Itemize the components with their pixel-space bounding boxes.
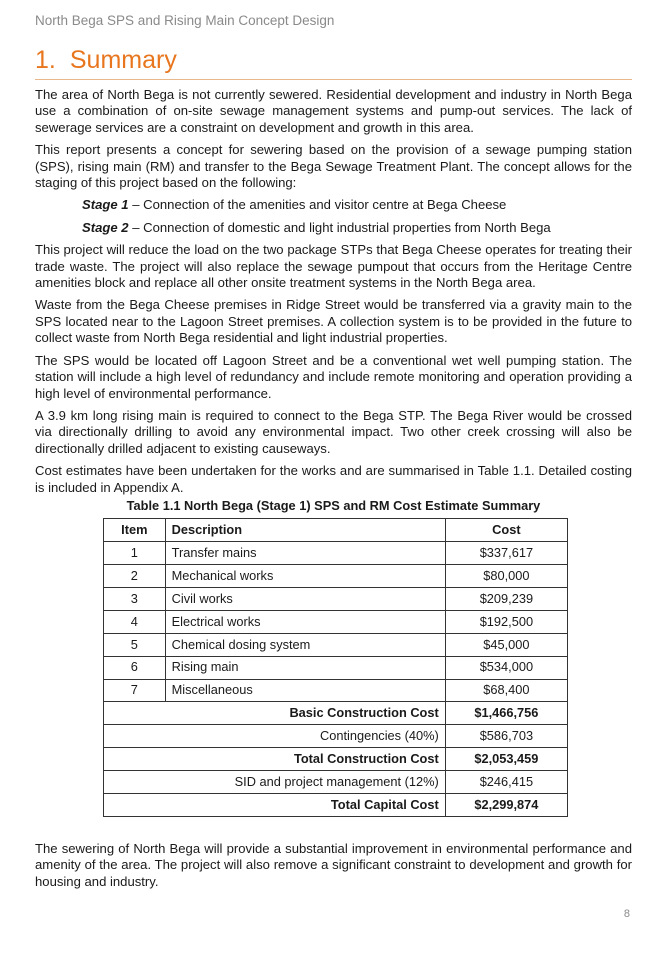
stage-2-item	[82, 220, 632, 236]
paragraph: The sewering of North Bega will provide a substantial improvement in environmental performance and amenity of the area. The project will also remove a significant constraint to development and growth for housing and industry.	[35, 840, 632, 889]
stage-2-label: Stage 2	[82, 219, 129, 235]
table-row	[104, 588, 568, 611]
section-number: 1.	[35, 46, 56, 74]
summary-value: $1,466,756	[445, 702, 567, 725]
cell-description: Chemical dosing system	[165, 633, 445, 656]
table-row	[104, 565, 568, 588]
stage-2-text: – Connection of domestic and light industrial properties from North Bega	[128, 219, 551, 235]
cell-description: Electrical works	[165, 610, 445, 633]
header-item: Item	[104, 519, 166, 542]
paragraph: This project will reduce the load on the two package STPs that Bega Cheese operates for treating their trade waste. The project will also replace the sewage pumpout that occurs from the Heritage Centre amenities block and replace all other onsite treatment systems in the North Bega area.	[35, 242, 632, 291]
cell-item: 1	[104, 542, 166, 565]
page-number: 8	[623, 908, 630, 920]
stage-1-label: Stage 1	[82, 197, 129, 213]
cell-description: Rising main	[165, 656, 445, 679]
cell-item: 5	[104, 633, 166, 656]
table-header-row	[104, 519, 568, 542]
cell-item: 6	[104, 656, 166, 679]
stage-1-item	[82, 197, 632, 213]
cell-cost: $534,000	[445, 656, 567, 679]
summary-label: Contingencies (40%)	[104, 725, 446, 748]
table-row	[104, 679, 568, 702]
summary-value: $2,053,459	[445, 748, 567, 771]
summary-label: Total Capital Cost	[104, 794, 446, 817]
table-caption: Table 1.1 North Bega (Stage 1) SPS and RM Cost Estimate Summary	[126, 497, 541, 513]
cell-description: Transfer mains	[165, 542, 445, 565]
summary-label: Basic Construction Cost	[104, 702, 446, 725]
paragraph: This report presents a concept for sewering based on the provision of a sewage pumping station (SPS), rising main (RM) and transfer to the Bega Sewage Treatment Plant. The concept allows for the staging of this project based on the following:	[35, 142, 632, 191]
cell-cost: $80,000	[445, 565, 567, 588]
section-heading	[35, 46, 632, 80]
cost-estimate-table	[103, 518, 568, 817]
summary-value: $586,703	[445, 725, 567, 748]
table-row	[104, 656, 568, 679]
cell-cost: $209,239	[445, 588, 567, 611]
table-row	[104, 633, 568, 656]
running-header: North Bega SPS and Rising Main Concept Design	[35, 13, 335, 28]
cell-cost: $337,617	[445, 542, 567, 565]
table-row	[104, 542, 568, 565]
cell-description: Mechanical works	[165, 565, 445, 588]
paragraph: Cost estimates have been undertaken for the works and are summarised in Table 1.1. Detailed costing is included in Appendix A.	[35, 463, 632, 495]
summary-value: $246,415	[445, 771, 567, 794]
paragraph: The area of North Bega is not currently sewered. Residential development and industry in North Bega use a combination of on-site sewage management systems and pump-out services. The lack of sewerage services are a constraint on development and growth in this area.	[35, 87, 632, 135]
cell-item: 7	[104, 679, 166, 702]
cell-item: 2	[104, 565, 166, 588]
cell-cost: $68,400	[445, 679, 567, 702]
paragraph: A 3.9 km long rising main is required to connect to the Bega STP. The Bega River would be crossed via directionally drilling to avoid any environmental impact. Two other creek crossing will also be directionally drilled adjacent to existing causeways.	[35, 407, 632, 456]
summary-label: SID and project management (12%)	[104, 771, 446, 794]
cell-description: Civil works	[165, 588, 445, 611]
summary-row	[104, 702, 568, 725]
summary-value: $2,299,874	[445, 794, 567, 817]
table-row	[104, 610, 568, 633]
body-content	[35, 87, 632, 896]
header-description: Description	[165, 519, 445, 542]
cell-description: Miscellaneous	[165, 679, 445, 702]
section-title: Summary	[69, 46, 177, 74]
stage-1-text: – Connection of the amenities and visitor centre at Bega Cheese	[128, 197, 507, 213]
cell-item: 3	[104, 588, 166, 611]
cell-item: 4	[104, 610, 166, 633]
cell-cost: $45,000	[445, 633, 567, 656]
paragraph: The SPS would be located off Lagoon Street and be a conventional wet well pumping station. The station will include a high level of redundancy and include remote monitoring and operation providing a high level of environmental performance.	[35, 352, 632, 401]
summary-row	[104, 748, 568, 771]
summary-label: Total Construction Cost	[104, 748, 446, 771]
cell-cost: $192,500	[445, 610, 567, 633]
summary-row	[104, 771, 568, 794]
paragraph: Waste from the Bega Cheese premises in Ridge Street would be transferred via a gravity main to the SPS located near to the Lagoon Street premises. A collection system is to be provided in the future to collect waste from North Bega residential and light industrial properties.	[35, 297, 632, 346]
header-cost: Cost	[445, 519, 567, 542]
summary-row	[104, 794, 568, 817]
summary-row	[104, 725, 568, 748]
